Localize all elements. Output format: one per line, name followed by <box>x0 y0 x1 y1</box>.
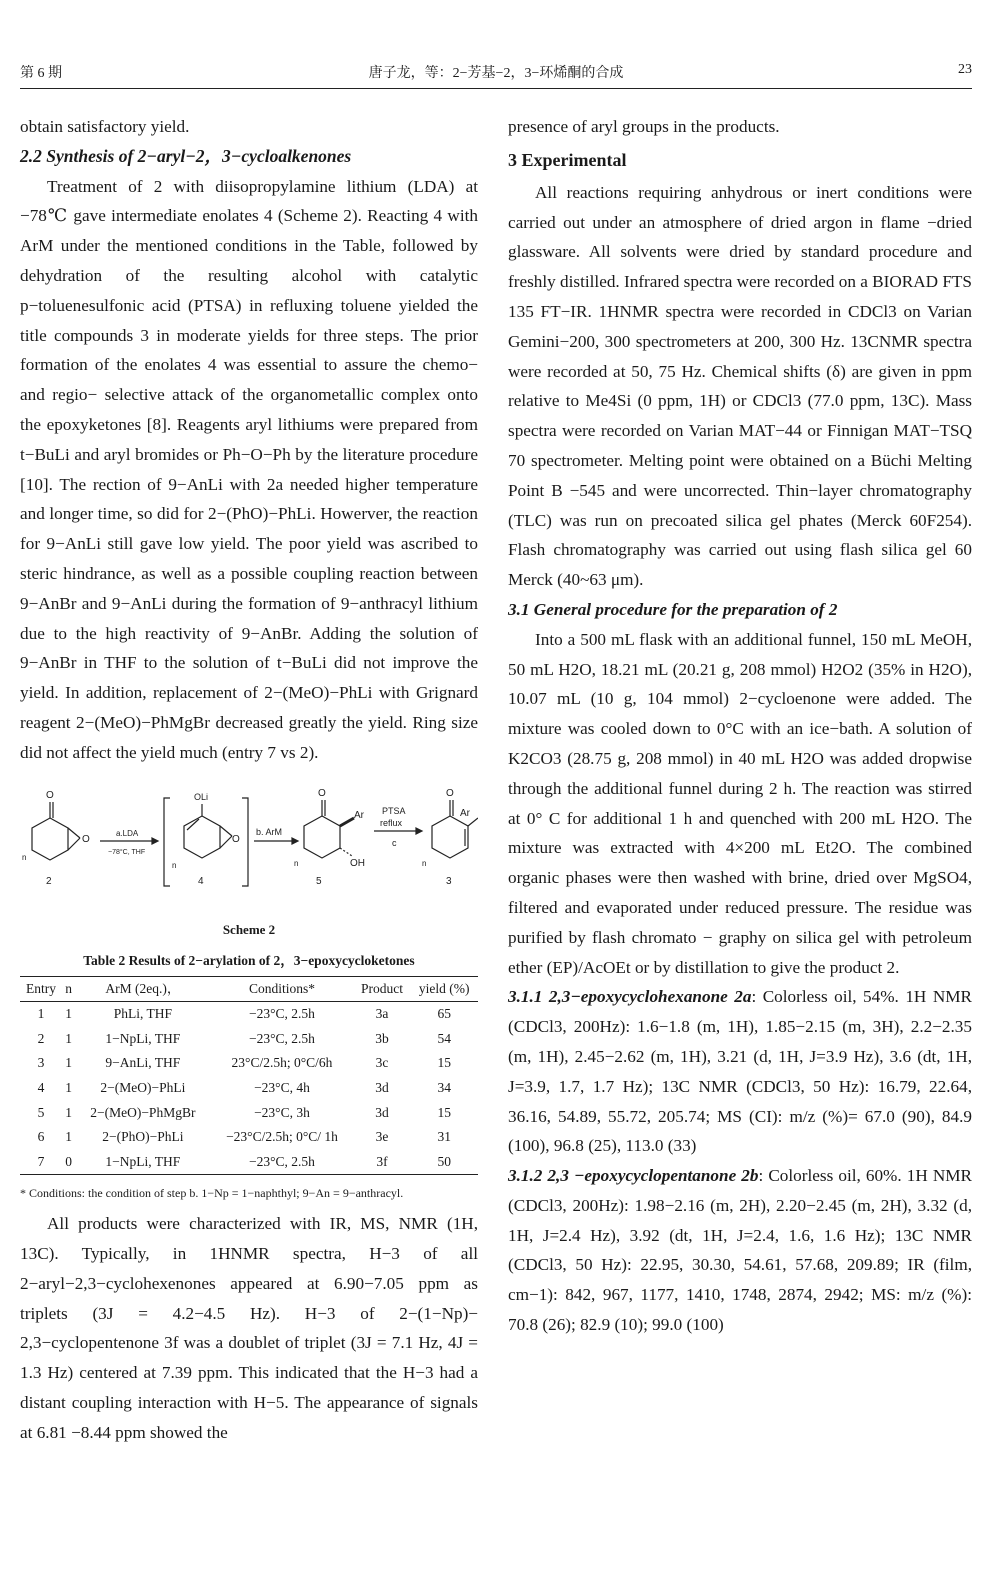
column-header: Conditions* <box>248 980 315 996</box>
header-rule <box>20 88 972 89</box>
table-footnote: * Conditions: the condition of step b. 1−Np = 1−naphthyl; 9−An = 9−anthracyl. <box>20 1186 404 1201</box>
table-cell: 2 <box>37 1030 45 1046</box>
right-column <box>508 112 972 1340</box>
table-cell: 3d <box>375 1104 389 1120</box>
epoxide-oxygen-label: O <box>82 833 90 845</box>
results-table <box>20 976 478 1176</box>
compound-label-5: 5 <box>316 875 322 887</box>
table-cell: 9−AnLi, THF <box>105 1055 181 1071</box>
ring-size-label: n <box>172 860 177 870</box>
table-cell: −23°C, 2.5h <box>249 1006 315 1022</box>
table-caption: Table 2 Results of 2−arylation of 2，3−epoxycycloketones <box>83 952 415 968</box>
aryl-label: Ar <box>354 809 364 821</box>
column-header: Product <box>360 980 403 996</box>
table-cell: 1 <box>65 1129 73 1145</box>
compound-heading: 3.1.2 2,3 −epoxycyclopentanone 2b <box>508 1166 759 1186</box>
running-title: 唐子龙，等：2−芳基−2，3−环烯酮的合成 <box>368 66 624 81</box>
table-cell: 50 <box>437 1153 451 1169</box>
table-header-row <box>20 976 478 1002</box>
table-cell: 1 <box>65 1030 73 1046</box>
table-cell: 54 <box>437 1030 451 1046</box>
ring-size-label: n <box>22 852 27 862</box>
table-cell: 31 <box>437 1129 451 1145</box>
paragraph: All products were characterized with IR, MS, NMR (1H, 13C). Typically, in 1HNMR spectra, H−3 of all 2−aryl−2,3−cyclohexenones appeared at 6.90−7.05 ppm as triplets (3J = 4.2−4.5 Hz). H−3 of 2−(1−Np)− 2,3−cyclopentenone 3f was a doublet of triplet (3J = 7.1 Hz, 4J = 1.3 Hz) centered at 7.39 ppm. This indicated that the H−3 had a distant coupling interaction with H−5. The appearance of signals at 6.81 −8.44 ppm showed the <box>20 1214 478 1442</box>
compound-data: : Colorless oil, 60%. 1H NMR (CDCl3, 200Hz): 1.98−2.16 (m, 2H), 2.20−2.45 (m, 2H), 3.32 (d, 1H, J=2.4 Hz), 3.92 (dt, 1H, J=2.4, 1.6, 1.6 Hz); 13C NMR (CDCl3, 50 Hz): 22.95, 30.30, 54.61, 57.68, 209.89; IR (film, cm−1): 842, 967, 1177, 1410, 1748, 2874, 2942; MS: m/z (%): 70.8 (26); 82.9 (10); 99.0 (100) <box>508 1166 972 1335</box>
reagent-c-step: c <box>392 837 397 848</box>
epoxide-oxygen-label: O <box>232 833 240 845</box>
column-header: n <box>65 980 73 996</box>
table-cell: 1−NpLi, THF <box>105 1153 181 1169</box>
table-cell: 7 <box>37 1153 45 1169</box>
paragraph: All reactions requiring anhydrous or inert conditions were carried out under an atmosphere of dried argon in flame −dried glassware. All solvents were dried by standard procedure and freshly distilled. Infrared spectra were recorded on a BIORAD FTS 135 FT−IR. 1HNMR spectra were recorded in CDCl3 on Varian Gemini−200, 300 spectrometers at 200, 300 Hz. 13CNMR spectra were recorded at 50, 75 Hz. Chemical shifts (δ) are given in ppm relative to Me4Si (0 ppm, 1H) or CDCl3 (77.0 ppm, 13C). Mass spectra were recorded on Varian MAT−44 or Finnigan MAT−TSQ 70 spectrometer. Melting point were obtained on a Büchi Melting Point B −545 and were uncorrected. Thin−layer chromatography (TLC) was run on precoated silica gel phates (Merck 60F254). Flash chromatography was carried out using flash silica gel 60 Merck (40~63 μm). <box>508 182 972 590</box>
oxygen-label: O <box>46 789 54 801</box>
table-row <box>20 1076 478 1101</box>
ring-size-label: n <box>294 858 299 868</box>
aryl-label: Ar <box>460 807 470 819</box>
paragraph: Treatment of 2 with diisopropylamine lithium (LDA) at −78℃ gave intermediate enolates 4 (Scheme 2). Reacting 4 with ArM under the mentioned conditions in the Table, followed by dehydration of the resulting alcohol with catalytic p−toluenesulfonic acid (PTSA) in refluxing toluene yielded the title compounds 3 in moderate yields for three steps. The prior formation of the enolates 4 was essential to assure the chemo− and regio− selective attack of the organometallic complex onto the epoxyketones [8]. Reagents aryl lithiums were prepared from t−BuLi and aryl bromides or Ph−O−Ph by the literature procedure [10]. The rection of 9−AnLi with 2a needed higher temperature and longer time, so did for 2−(PhO)−PhLi. Howerver, the reaction for 9−AnLi still gave low yield. The poor yield was ascribed to steric hindrance, as well as a possible coupling reaction between 9−AnBr and 9−AnLi during the formation of 9−anthracyl lithium due to the high reactivity of 9−AnBr. Adding the solution of 9−AnBr in THF to the solution of t−BuLi did not improve the yield. In addition, replacement of 2−(MeO)−PhLi with Grignard reagent 2−(MeO)−PhMgBr decreased greatly the yield. Ring size did not affect the yield much (entry 7 vs 2). <box>20 176 478 762</box>
table-cell: 1 <box>65 1104 73 1120</box>
table-cell: 3 <box>37 1055 45 1071</box>
table-cell: 5 <box>37 1104 45 1120</box>
condition-a-label: −78°C, THF <box>108 848 146 856</box>
reagent-c-reflux: reflux <box>380 817 403 828</box>
compound-data: : Colorless oil, 54%. 1H NMR (CDCl3, 200Hz): 1.6−1.8 (m, 1H), 1.85−2.15 (m, 3H), 2.2−2.35 (m, 1H), 2.45−2.62 (m, 1H), 3.21 (d, 1H, J=3.9 Hz), 3.6 (dt, 1H, J=3.9, 1.7, 1.7 Hz); 13C NMR (CDCl3, 50 Hz): 16.79, 22.64, 36.16, 54.89, 55.72, 205.74; MS (CI): m/z (%)= 67.0 (90), 84.9 (100), 96.8 (25), 113.0 (33) <box>508 987 972 1156</box>
compound-heading: 3.1.1 2,3−epoxycyclohexanone 2a <box>508 987 752 1007</box>
table-cell: 15 <box>437 1055 451 1071</box>
table-cell: 2−(PhO)−PhLi <box>102 1129 184 1145</box>
running-header <box>20 62 972 86</box>
table-cell: 1 <box>65 1055 73 1071</box>
table-cell: −23°C/2.5h; 0°C/ 1h <box>226 1129 338 1145</box>
table-cell: 1 <box>37 1006 45 1022</box>
scheme-2-figure <box>20 786 478 916</box>
reagent-a-label: a.LDA <box>116 828 139 838</box>
table-cell: −23°C, 2.5h <box>249 1030 315 1046</box>
table-cell: 2−(MeO)−PhMgBr <box>90 1104 196 1120</box>
section-heading-3-1: 3.1 General procedure for the preparation of 2 <box>508 599 838 619</box>
reagent-b-label: b. ArM <box>256 826 283 837</box>
table-cell: 3e <box>375 1129 389 1145</box>
column-header: yield (%) <box>418 980 470 996</box>
reagent-c-label: PTSA <box>382 805 406 816</box>
table-cell: 15 <box>437 1104 451 1120</box>
left-column <box>20 112 478 1448</box>
table-cell: 3f <box>376 1153 388 1169</box>
column-header: ArM (2eq.)， <box>105 980 181 996</box>
hydroxyl-label: OH <box>350 857 365 869</box>
page-number: 23 <box>958 62 972 77</box>
compound-label-4: 4 <box>198 875 204 887</box>
table-cell: 6 <box>37 1129 45 1145</box>
compound-label-3: 3 <box>446 875 452 887</box>
paragraph: Into a 500 mL flask with an additional funnel, 150 mL MeOH, 50 mL H2O, 18.21 mL (20.21 g, 208 mmol) H2O2 (35% in H2O), 10.07 mL (10 g, 104 mmol) 2−cycloenone were added. The mixture was cooled down to 0°C with an ice−bath. A solution of K2CO3 (28.75 g, 208 mmol) in 40 mL H2O was added dropwise through the additional funnel during 2 h. The reaction was stirred at 0° C for additional 1 h and quenched with 200 mL H2O. The mixture was extracted with 4×200 mL Et2O. The combined organic phases were then washed with brine, dried over MgSO4, filtered and evaporated under reduced pressure. The residue was purified by flash chromato − graphy on silica gel with petroleum ether (EP)/AcOEt or by distillation to give the product 2. <box>508 629 972 977</box>
table-cell: −23°C, 3h <box>254 1104 310 1120</box>
table-row <box>20 1002 478 1027</box>
table-cell: 34 <box>437 1079 451 1095</box>
ring-size-label: n <box>422 858 427 868</box>
table-row <box>20 1125 478 1150</box>
compound-label-2: 2 <box>46 875 52 887</box>
table-cell: 2−(MeO)−PhLi <box>100 1079 186 1095</box>
table-cell: 1 <box>65 1079 73 1095</box>
table-cell: 1 <box>65 1006 73 1022</box>
table-cell: 3b <box>375 1030 389 1046</box>
compound-entry-2b <box>508 1161 972 1340</box>
paragraph: obtain satisfactory yield. <box>20 117 190 136</box>
table-cell: 0 <box>65 1153 73 1169</box>
table-row <box>20 1051 478 1076</box>
table-cell: 65 <box>437 1006 451 1022</box>
table-row <box>20 1027 478 1052</box>
table-cell: 3c <box>375 1055 389 1071</box>
table-cell: −23°C, 2.5h <box>249 1153 315 1169</box>
paragraph: presence of aryl groups in the products. <box>508 117 780 136</box>
table-row <box>20 1101 478 1126</box>
table-cell: 23°C/2.5h; 0°C/6h <box>231 1055 333 1071</box>
oli-label: OLi <box>194 791 209 802</box>
oxygen-label: O <box>318 787 326 799</box>
table-cell: 3a <box>375 1006 389 1022</box>
table-row <box>20 1150 478 1175</box>
section-heading-2-2: 2.2 Synthesis of 2−aryl−2，3−cycloalkenones <box>20 145 352 166</box>
compound-entry-2a <box>508 982 972 1161</box>
table-cell: 3d <box>375 1079 389 1095</box>
oxygen-label: O <box>446 787 454 799</box>
table-cell: 1−NpLi, THF <box>105 1030 181 1046</box>
section-heading-3: 3 Experimental <box>508 149 627 170</box>
table-cell: 4 <box>37 1079 45 1095</box>
table-cell: PhLi, THF <box>113 1006 172 1022</box>
reaction-scheme-drawing <box>20 786 478 916</box>
issue-label: 第 6 期 <box>20 66 62 81</box>
table-cell: −23°C, 4h <box>254 1079 310 1095</box>
column-header: Entry <box>26 980 57 996</box>
scheme-caption: Scheme 2 <box>222 921 276 937</box>
